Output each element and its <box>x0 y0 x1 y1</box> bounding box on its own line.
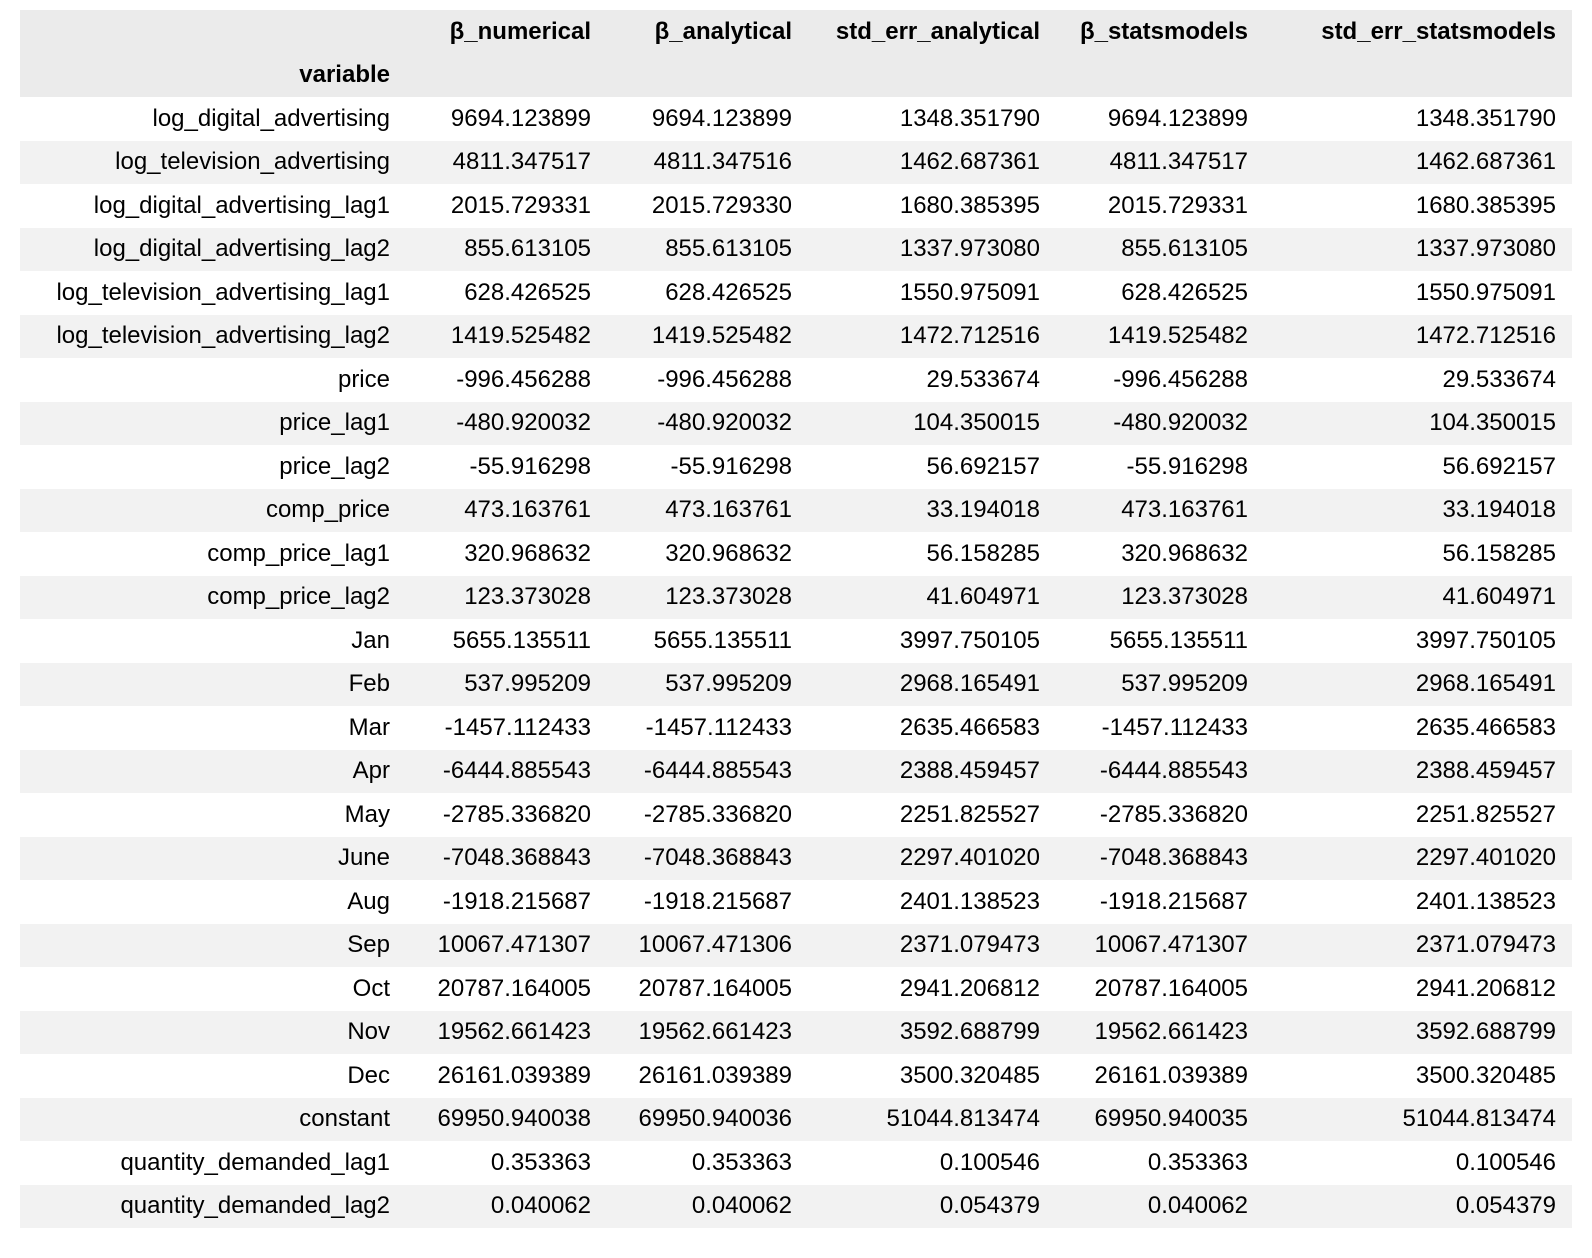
table-cell: 51044.813474 <box>886 1105 1040 1133</box>
table-cell: 41.604971 <box>1442 583 1556 611</box>
table-cell: 1472.712516 <box>899 322 1040 350</box>
table-cell: 2015.729330 <box>651 191 792 219</box>
table-row <box>20 141 1572 185</box>
table-cell: 20787.164005 <box>1094 974 1248 1002</box>
table-cell: -6444.885543 <box>643 757 792 785</box>
row-label: log_digital_advertising <box>152 104 390 132</box>
table-row <box>20 228 1572 272</box>
table-row <box>20 445 1572 489</box>
table-row <box>20 1054 1572 1098</box>
table-cell: 104.350015 <box>913 409 1040 437</box>
table-cell: -996.456288 <box>456 365 591 393</box>
table-cell: 20787.164005 <box>638 974 792 1002</box>
table-cell: 2401.138523 <box>899 887 1040 915</box>
table-header <box>20 10 1572 97</box>
table-cell: 29.533674 <box>1442 365 1556 393</box>
table-cell: 2635.466583 <box>1415 713 1556 741</box>
row-label: comp_price_lag1 <box>207 539 390 567</box>
table-row <box>20 97 1572 141</box>
table-row <box>20 1185 1572 1229</box>
table-cell: 9694.123899 <box>651 104 792 132</box>
empty-header-cell <box>1264 54 1572 98</box>
table-cell: 628.426525 <box>464 278 591 306</box>
table-cell: 3592.688799 <box>899 1018 1040 1046</box>
table-cell: 29.533674 <box>926 365 1040 393</box>
table-cell: 473.163761 <box>464 496 591 524</box>
table-cell: 0.353363 <box>1147 1148 1248 1176</box>
table-cell: -1457.112433 <box>1101 713 1248 741</box>
table-cell: -1457.112433 <box>444 713 591 741</box>
table-cell: 0.353363 <box>691 1148 792 1176</box>
table-cell: -6444.885543 <box>442 757 591 785</box>
table-cell: 41.604971 <box>926 583 1040 611</box>
table-cell: 2388.459457 <box>1415 757 1556 785</box>
table-cell: 1337.973080 <box>899 235 1040 263</box>
table-cell: 104.350015 <box>1429 409 1556 437</box>
index-name-header: variable <box>20 54 406 98</box>
table-cell: 5655.135511 <box>1109 626 1248 654</box>
table-cell: -480.920032 <box>657 409 792 437</box>
table-row <box>20 750 1572 794</box>
row-label: Oct <box>352 974 390 1002</box>
table-cell: 320.968632 <box>665 539 792 567</box>
row-label: Apr <box>352 757 390 785</box>
table-cell: 1419.525482 <box>651 322 792 350</box>
table-cell: 320.968632 <box>1121 539 1248 567</box>
table-cell: 9694.123899 <box>450 104 591 132</box>
table-row <box>20 706 1572 750</box>
table-cell: 3997.750105 <box>1415 626 1556 654</box>
table-cell: 1419.525482 <box>450 322 591 350</box>
row-label: constant <box>299 1105 390 1133</box>
table-cell: -1918.215687 <box>1099 887 1248 915</box>
table-cell: 123.373028 <box>464 583 591 611</box>
table-cell: 2015.729331 <box>1107 191 1248 219</box>
table-cell: -480.920032 <box>1113 409 1248 437</box>
row-label: price_lag2 <box>279 452 390 480</box>
empty-header-cell <box>808 54 1056 98</box>
table-cell: 1462.687361 <box>1415 148 1556 176</box>
table-cell: 33.194018 <box>1442 496 1556 524</box>
table-cell: 537.995209 <box>1121 670 1248 698</box>
table-cell: 0.054379 <box>939 1192 1040 1220</box>
table-cell: -7048.368843 <box>1099 844 1248 872</box>
dataframe-table <box>20 10 1572 1228</box>
table-cell: 4811.347517 <box>1109 148 1248 176</box>
table-cell: 2968.165491 <box>1415 670 1556 698</box>
dataframe-table-container <box>20 10 1572 1228</box>
row-label: Dec <box>347 1061 390 1089</box>
table-cell: -480.920032 <box>456 409 591 437</box>
table-cell: 0.054379 <box>1455 1192 1556 1220</box>
table-cell: 2968.165491 <box>899 670 1040 698</box>
column-header: β_numerical <box>406 10 607 54</box>
column-header: std_err_analytical <box>808 10 1056 54</box>
table-cell: 0.040062 <box>1147 1192 1248 1220</box>
table-row <box>20 402 1572 446</box>
table-cell: 5655.135511 <box>452 626 591 654</box>
row-label: Mar <box>348 713 390 741</box>
table-cell: 855.613105 <box>464 235 591 263</box>
table-cell: 9694.123899 <box>1107 104 1248 132</box>
table-cell: 2251.825527 <box>1415 800 1556 828</box>
table-cell: 1419.525482 <box>1107 322 1248 350</box>
table-row <box>20 576 1572 620</box>
table-cell: 2297.401020 <box>899 844 1040 872</box>
table-cell: 1337.973080 <box>1415 235 1556 263</box>
row-label: log_digital_advertising_lag2 <box>93 235 390 263</box>
table-row <box>20 532 1572 576</box>
table-cell: 2941.206812 <box>899 974 1040 1002</box>
table-cell: 0.040062 <box>691 1192 792 1220</box>
row-label: Feb <box>348 670 390 698</box>
table-cell: -2785.336820 <box>1099 800 1248 828</box>
row-label: log_television_advertising <box>115 148 390 176</box>
row-label: comp_price_lag2 <box>207 583 390 611</box>
table-cell: 1550.975091 <box>1415 278 1556 306</box>
table-cell: 33.194018 <box>926 496 1040 524</box>
index-name-row <box>20 54 1572 98</box>
table-cell: 3592.688799 <box>1415 1018 1556 1046</box>
table-cell: 2401.138523 <box>1415 887 1556 915</box>
table-row <box>20 619 1572 663</box>
table-row <box>20 837 1572 881</box>
table-cell: 2015.729331 <box>450 191 591 219</box>
table-row <box>20 271 1572 315</box>
table-cell: 1348.351790 <box>1415 104 1556 132</box>
table-row <box>20 793 1572 837</box>
table-cell: 855.613105 <box>1121 235 1248 263</box>
table-cell: 1462.687361 <box>899 148 1040 176</box>
row-label: price_lag1 <box>279 409 390 437</box>
row-label: Sep <box>347 931 390 959</box>
table-cell: 3997.750105 <box>899 626 1040 654</box>
table-row <box>20 315 1572 359</box>
table-body <box>20 97 1572 1228</box>
table-row <box>20 1098 1572 1142</box>
table-cell: -1918.215687 <box>643 887 792 915</box>
table-cell: 5655.135511 <box>653 626 792 654</box>
table-cell: -996.456288 <box>657 365 792 393</box>
table-cell: 2371.079473 <box>1415 931 1556 959</box>
table-cell: 26161.039389 <box>638 1061 792 1089</box>
table-cell: 537.995209 <box>464 670 591 698</box>
table-cell: -7048.368843 <box>643 844 792 872</box>
row-label: log_television_advertising_lag1 <box>56 278 390 306</box>
row-label: Jan <box>351 626 390 654</box>
table-cell: -55.916298 <box>670 452 792 480</box>
table-cell: 1348.351790 <box>899 104 1040 132</box>
table-row <box>20 924 1572 968</box>
row-label: Aug <box>347 887 390 915</box>
table-cell: -55.916298 <box>469 452 591 480</box>
table-cell: 2388.459457 <box>899 757 1040 785</box>
table-cell: -1918.215687 <box>442 887 591 915</box>
table-row <box>20 1141 1572 1185</box>
column-header: std_err_statsmodels <box>1264 10 1572 54</box>
table-row <box>20 880 1572 924</box>
table-cell: 628.426525 <box>665 278 792 306</box>
table-cell: 3500.320485 <box>1415 1061 1556 1089</box>
row-label: log_digital_advertising_lag1 <box>93 191 390 219</box>
empty-header-cell <box>1056 54 1264 98</box>
table-cell: 51044.813474 <box>1402 1105 1556 1133</box>
column-header: β_statsmodels <box>1056 10 1264 54</box>
table-cell: 69950.940035 <box>1094 1105 1248 1133</box>
row-label: price <box>337 365 390 393</box>
table-cell: 19562.661423 <box>1094 1018 1248 1046</box>
table-cell: 19562.661423 <box>638 1018 792 1046</box>
table-row <box>20 489 1572 533</box>
table-cell: 628.426525 <box>1121 278 1248 306</box>
table-cell: -2785.336820 <box>643 800 792 828</box>
table-row <box>20 358 1572 402</box>
table-row <box>20 1011 1572 1055</box>
row-label: June <box>337 844 390 872</box>
row-label: log_television_advertising_lag2 <box>56 322 390 350</box>
table-cell: 0.100546 <box>939 1148 1040 1176</box>
table-cell: 69950.940036 <box>638 1105 792 1133</box>
table-row <box>20 184 1572 228</box>
table-row <box>20 967 1572 1011</box>
table-cell: 10067.471307 <box>437 931 591 959</box>
table-cell: 123.373028 <box>1121 583 1248 611</box>
table-cell: 56.692157 <box>1442 452 1556 480</box>
table-cell: 20787.164005 <box>437 974 591 1002</box>
table-cell: 10067.471306 <box>638 931 792 959</box>
row-label: comp_price <box>265 496 390 524</box>
empty-header-cell <box>607 54 808 98</box>
table-cell: 855.613105 <box>665 235 792 263</box>
empty-header-cell <box>406 54 607 98</box>
table-cell: 69950.940038 <box>437 1105 591 1133</box>
table-cell: -6444.885543 <box>1099 757 1248 785</box>
table-cell: 0.040062 <box>490 1192 591 1220</box>
table-cell: 2635.466583 <box>899 713 1040 741</box>
table-cell: 2251.825527 <box>899 800 1040 828</box>
column-header: β_analytical <box>607 10 808 54</box>
table-cell: 19562.661423 <box>437 1018 591 1046</box>
table-cell: 0.100546 <box>1455 1148 1556 1176</box>
table-cell: 537.995209 <box>665 670 792 698</box>
row-label: quantity_demanded_lag2 <box>120 1192 390 1220</box>
table-cell: 4811.347517 <box>452 148 591 176</box>
table-cell: 320.968632 <box>464 539 591 567</box>
table-cell: 1680.385395 <box>899 191 1040 219</box>
table-cell: 473.163761 <box>1121 496 1248 524</box>
table-cell: 3500.320485 <box>899 1061 1040 1089</box>
table-cell: -7048.368843 <box>442 844 591 872</box>
table-cell: -55.916298 <box>1126 452 1248 480</box>
table-cell: -1457.112433 <box>645 713 792 741</box>
table-cell: 123.373028 <box>665 583 792 611</box>
table-cell: 2371.079473 <box>899 931 1040 959</box>
table-row <box>20 663 1572 707</box>
table-cell: 56.692157 <box>926 452 1040 480</box>
table-cell: 56.158285 <box>926 539 1040 567</box>
table-cell: 473.163761 <box>665 496 792 524</box>
table-cell: 2297.401020 <box>1415 844 1556 872</box>
table-cell: 1680.385395 <box>1415 191 1556 219</box>
column-header-row <box>20 10 1572 54</box>
table-cell: 1550.975091 <box>899 278 1040 306</box>
table-cell: 10067.471307 <box>1094 931 1248 959</box>
table-cell: 26161.039389 <box>1094 1061 1248 1089</box>
table-cell: 56.158285 <box>1442 539 1556 567</box>
table-cell: 2941.206812 <box>1415 974 1556 1002</box>
table-cell: -996.456288 <box>1113 365 1248 393</box>
table-cell: -2785.336820 <box>442 800 591 828</box>
row-label: quantity_demanded_lag1 <box>120 1148 390 1176</box>
table-cell: 0.353363 <box>490 1148 591 1176</box>
table-cell: 1472.712516 <box>1415 322 1556 350</box>
table-cell: 4811.347516 <box>653 148 792 176</box>
row-label: May <box>344 800 390 828</box>
table-cell: 26161.039389 <box>437 1061 591 1089</box>
row-label: Nov <box>347 1018 390 1046</box>
corner-header-cell <box>20 10 406 54</box>
